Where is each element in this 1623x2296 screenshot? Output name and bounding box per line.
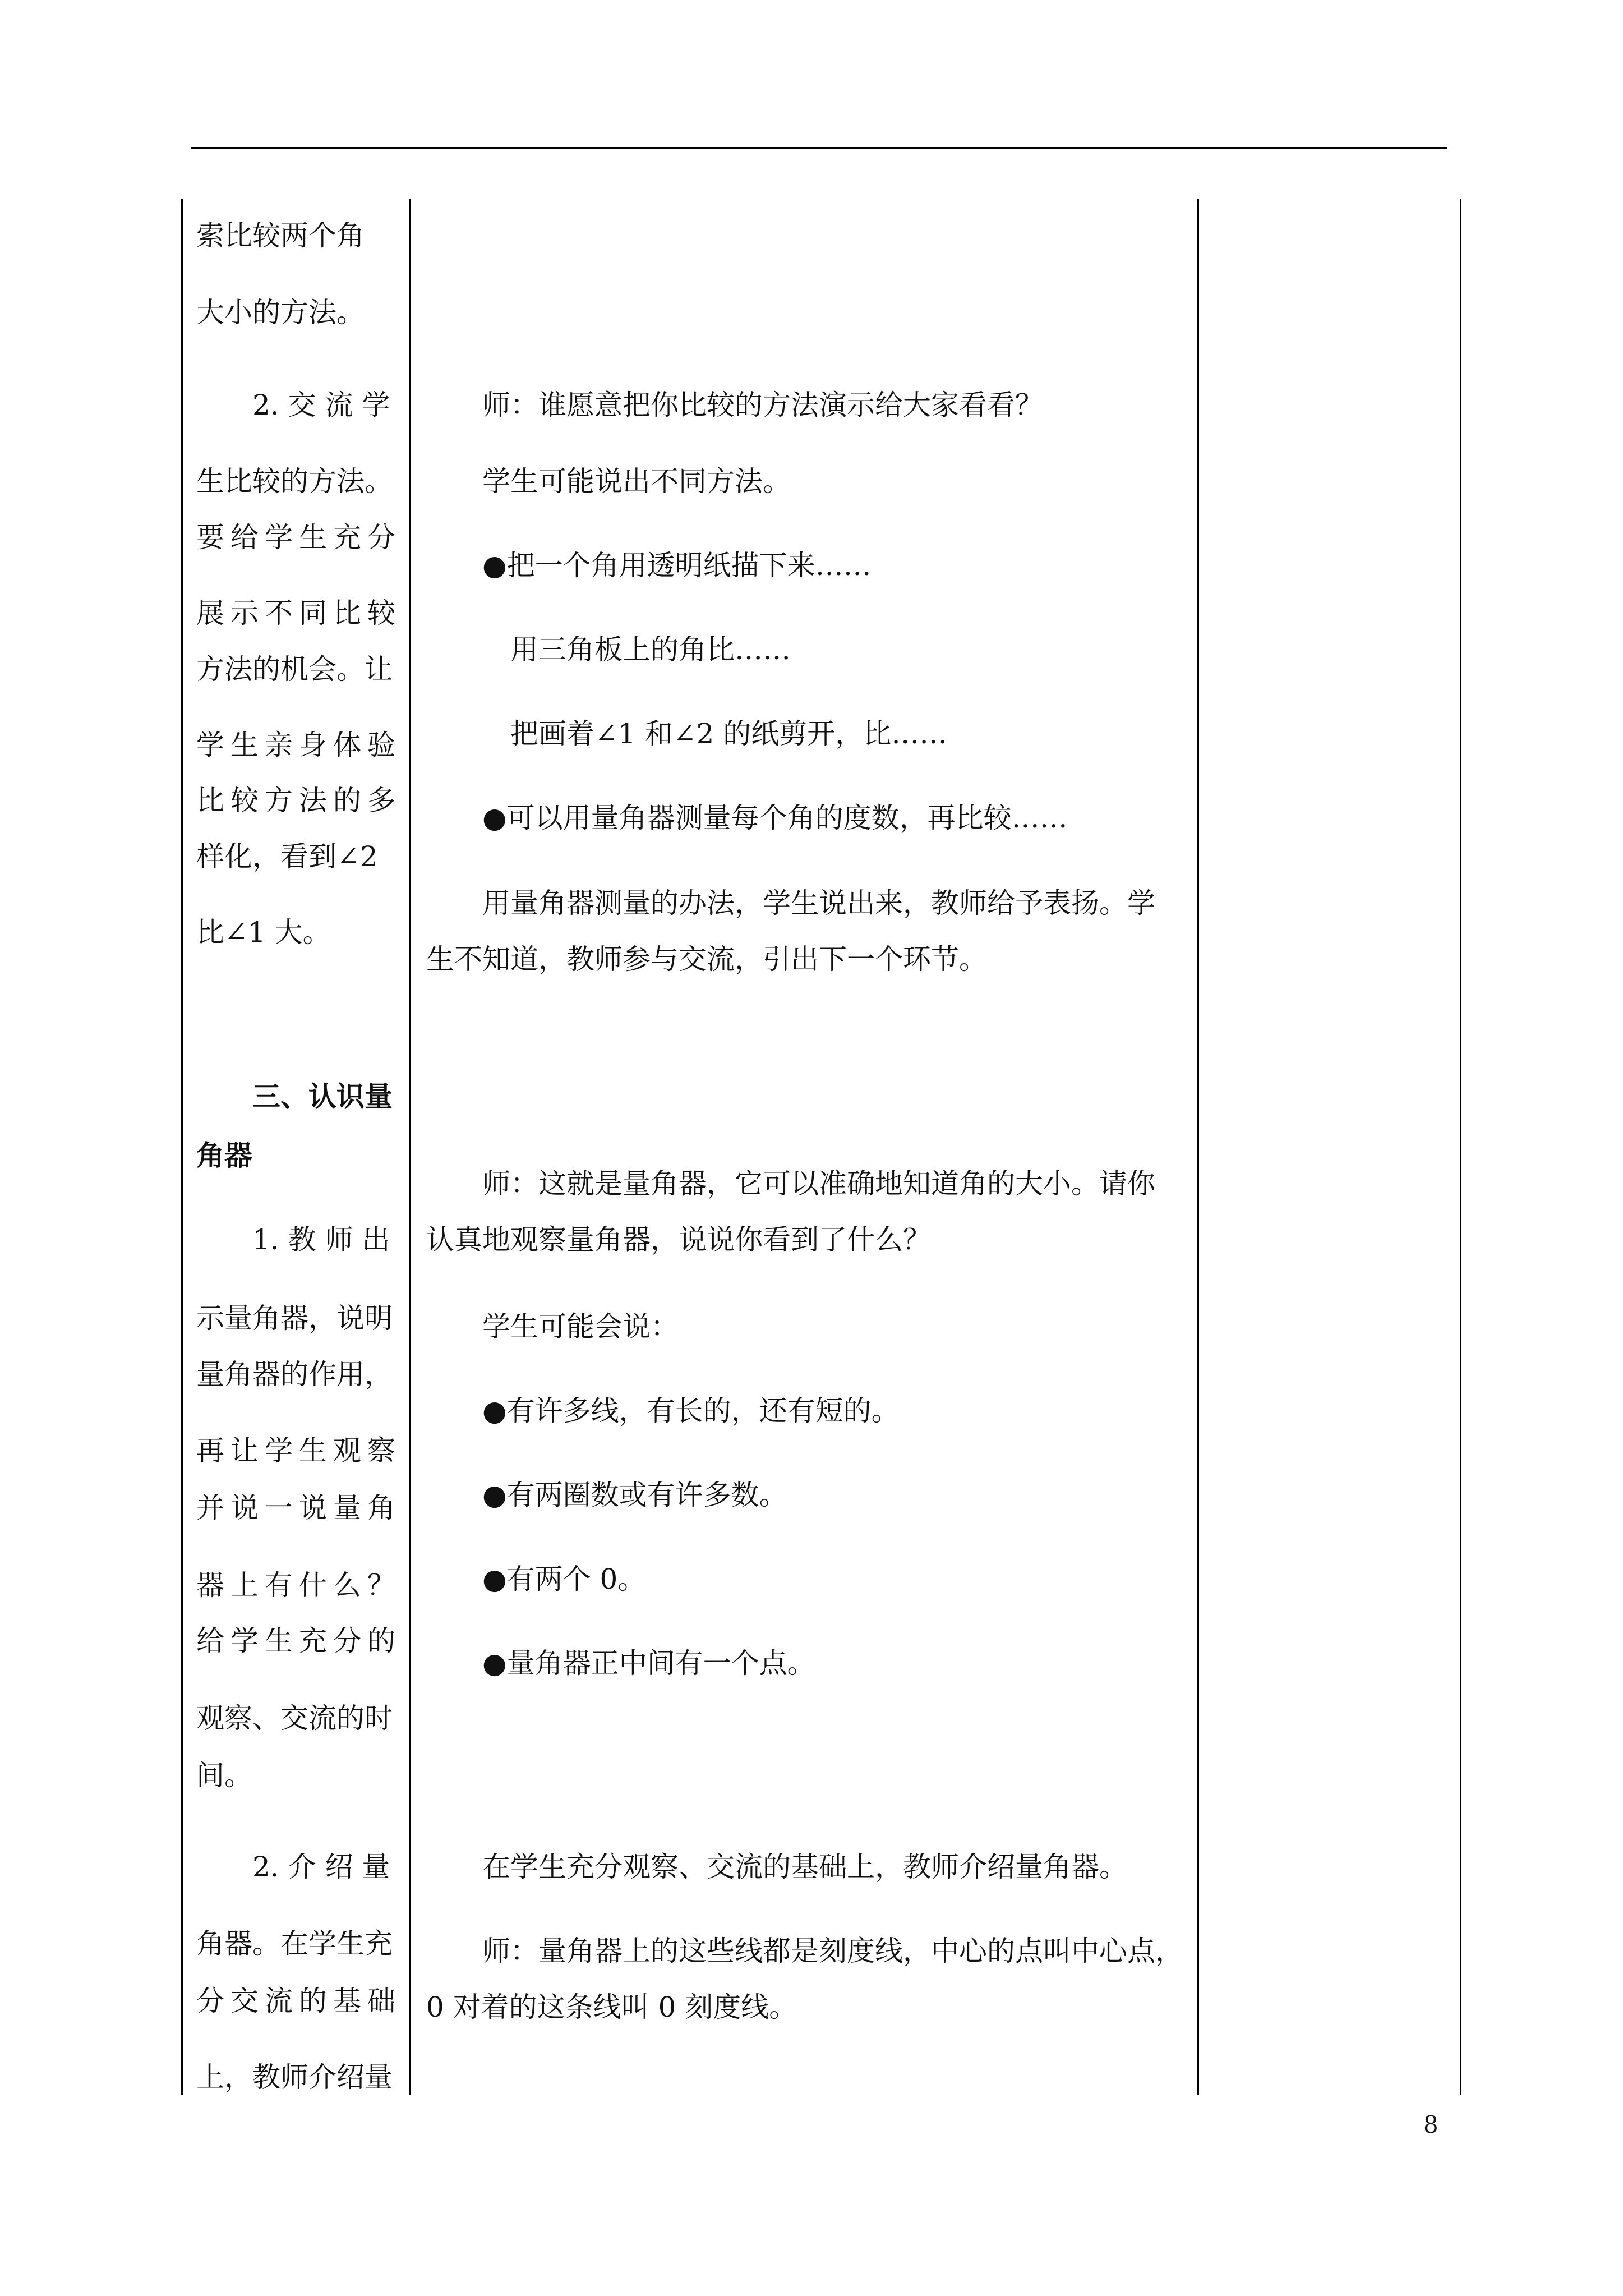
paragraph: 学生可能说出不同方法。 [482,465,791,498]
bullet-item: ●有两圈数或有许多数。 [482,1479,787,1511]
table-border-right [1460,199,1461,2095]
left-line: 并 说 一 说 量 角 [196,1492,395,1524]
left-line: 再 让 学 生 观 察 [196,1434,395,1467]
table-border-col2 [1197,199,1199,2095]
paragraph: 把画着∠1 和∠2 的纸剪开，比…… [510,717,948,750]
paragraph: 师：这就是量角器，它可以准确地知道角的大小。请你 [482,1167,1155,1200]
left-line: 样化，看到∠2 [196,840,378,873]
bullet-item: ●把一个角用透明纸描下来…… [482,549,872,582]
paragraph: 师：量角器上的这些线都是刻度线，中心的点叫中心点， [482,1935,1183,1967]
paragraph: 师：谁愿意把你比较的方法演示给大家看看？ [482,389,1043,421]
left-line: 1. 教 师 出 [252,1223,390,1256]
bullet-item: ●量角器正中间有一个点。 [482,1647,815,1680]
bullet-item: ●可以用量角器测量每个角的度数，再比较…… [482,802,1068,834]
left-line: 大小的方法。 [196,296,365,329]
paragraph: 生不知道，教师参与交流，引出下一个环节。 [426,943,987,976]
left-line: 方法的机会。让 [196,653,393,685]
left-line: 展 示 不 同 比 较 [196,597,395,629]
paragraph: 用三角板上的角比…… [510,633,791,666]
left-line: 比 较 方 法 的 多 [196,784,395,817]
paragraph: 认真地观察量角器，说说你看到了什么？ [426,1223,931,1256]
bullet-item: ●有许多线，有长的，还有短的。 [482,1395,900,1427]
section-heading: 三、认识量 [252,1080,393,1113]
left-line: 比∠1 大。 [196,916,331,949]
left-line: 示量角器，说明 [196,1302,393,1335]
left-line: 间。 [196,1759,252,1792]
bullet-item: ●有两个 0。 [482,1563,646,1595]
header-rule [191,147,1447,149]
paragraph: 学生可能会说： [482,1310,679,1343]
left-line: 要 给 学 生 充 分 [196,521,395,554]
left-line: 上，教师介绍量 [196,2061,393,2093]
left-line: 生比较的方法。 [196,465,393,498]
left-line: 给 学 生 充 分 的 [196,1625,395,1657]
left-line: 分 交 流 的 基 础 [196,1985,395,2017]
table-border-left [181,199,183,2095]
left-line: 角器。在学生充 [196,1927,393,1960]
page-number: 8 [1423,2111,1438,2138]
paragraph: 用量角器测量的办法，学生说出来，教师给予表扬。学 [482,887,1155,919]
paragraph: 在学生充分观察、交流的基础上，教师介绍量角器。 [482,1851,1127,1883]
table-border-col1 [409,199,411,2095]
left-line: 2. 交 流 学 [252,389,390,421]
left-line: 学 生 亲 身 体 验 [196,729,395,761]
left-line: 器 上 有 什 么 ？ [196,1569,395,1602]
left-line: 2. 介 绍 量 [252,1851,390,1883]
left-line: 观察、交流的时 [196,1702,393,1734]
paragraph: 0 对着的这条线叫 0 刻度线。 [426,1991,797,2023]
left-line: 量角器的作用， [196,1358,393,1391]
left-line: 索比较两个角 [196,219,365,252]
section-heading: 角器 [196,1139,252,1172]
